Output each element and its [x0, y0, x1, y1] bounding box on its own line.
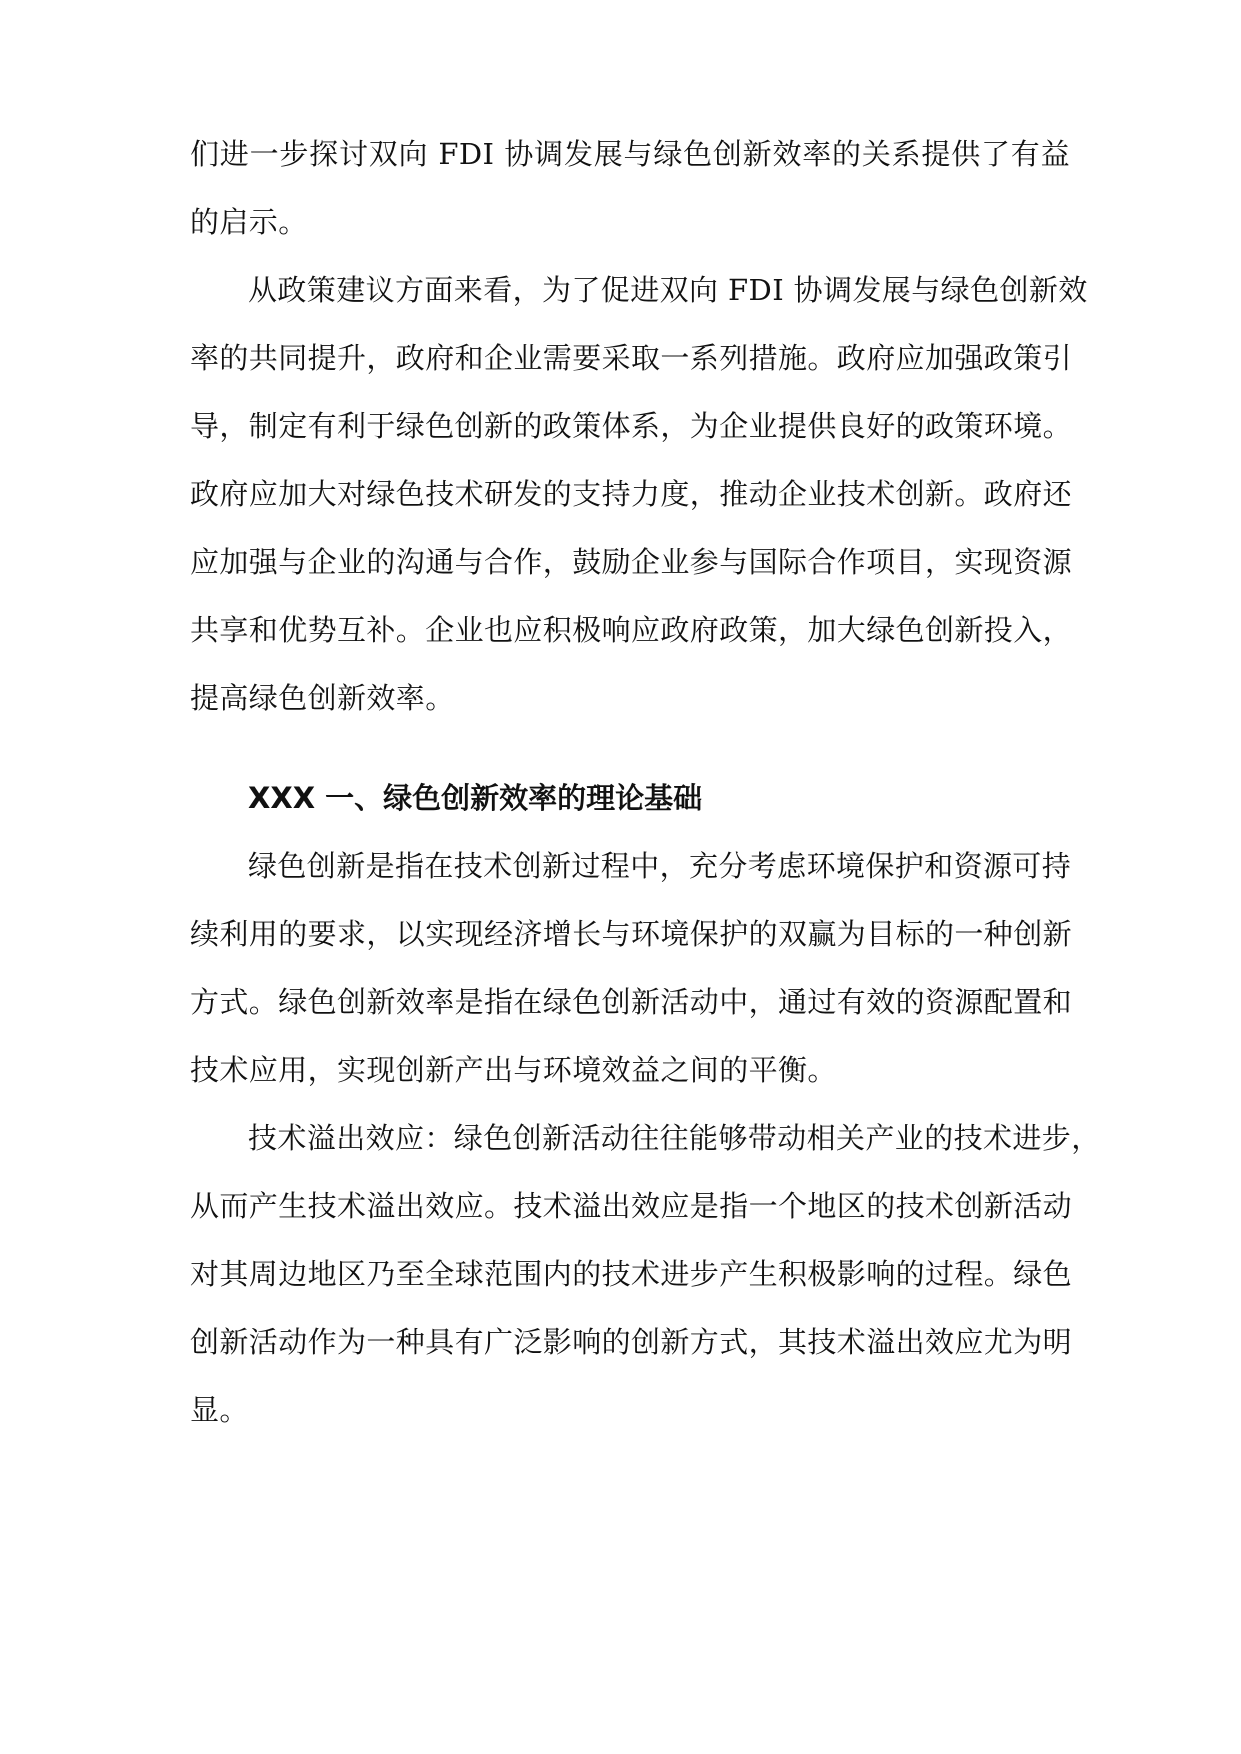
- paragraph-line: 技术溢出效应：绿色创新活动往往能够带动相关产业的技术进步，: [248, 1121, 1101, 1155]
- paragraph-line: 应加强与企业的沟通与合作，鼓励企业参与国际合作项目，实现资源: [190, 545, 1073, 579]
- paragraph-line: 技术应用，实现创新产出与环境效益之间的平衡。: [190, 1053, 837, 1087]
- paragraph-line: 续利用的要求，以实现经济增长与环境保护的双赢为目标的一种创新: [190, 917, 1073, 951]
- paragraph-line: 绿色创新是指在技术创新过程中，充分考虑环境保护和资源可持: [248, 849, 1072, 883]
- paragraph-line: 从而产生技术溢出效应。技术溢出效应是指一个地区的技术创新活动: [190, 1189, 1073, 1223]
- paragraph-line: 政府应加大对绿色技术研发的支持力度，推动企业技术创新。政府还: [190, 477, 1073, 511]
- paragraph-line: 方式。绿色创新效率是指在绿色创新活动中，通过有效的资源配置和: [190, 985, 1073, 1019]
- paragraph-line: 从政策建议方面来看，为了促进双向 FDI 协调发展与绿色创新效: [248, 273, 1088, 307]
- paragraph-line: 导，制定有利于绿色创新的政策体系，为企业提供良好的政策环境。: [190, 409, 1073, 443]
- paragraph-line: 的启示。: [190, 205, 308, 239]
- paragraph-line: 创新活动作为一种具有广泛影响的创新方式，其技术溢出效应尤为明: [190, 1325, 1073, 1359]
- section-heading: XXX 一、绿色创新效率的理论基础: [248, 781, 703, 815]
- paragraph-line: 们进一步探讨双向 FDI 协调发展与绿色创新效率的关系提供了有益: [190, 137, 1070, 171]
- paragraph-line: 对其周边地区乃至全球范围内的技术进步产生积极影响的过程。绿色: [190, 1257, 1073, 1291]
- paragraph-line: 共享和优势互补。企业也应积极响应政府政策，加大绿色创新投入，: [190, 613, 1073, 647]
- paragraph-line: 率的共同提升，政府和企业需要采取一系列措施。政府应加强政策引: [190, 341, 1073, 375]
- paragraph-line: 显。: [190, 1393, 249, 1427]
- paragraph-line: 提高绿色创新效率。: [190, 681, 455, 715]
